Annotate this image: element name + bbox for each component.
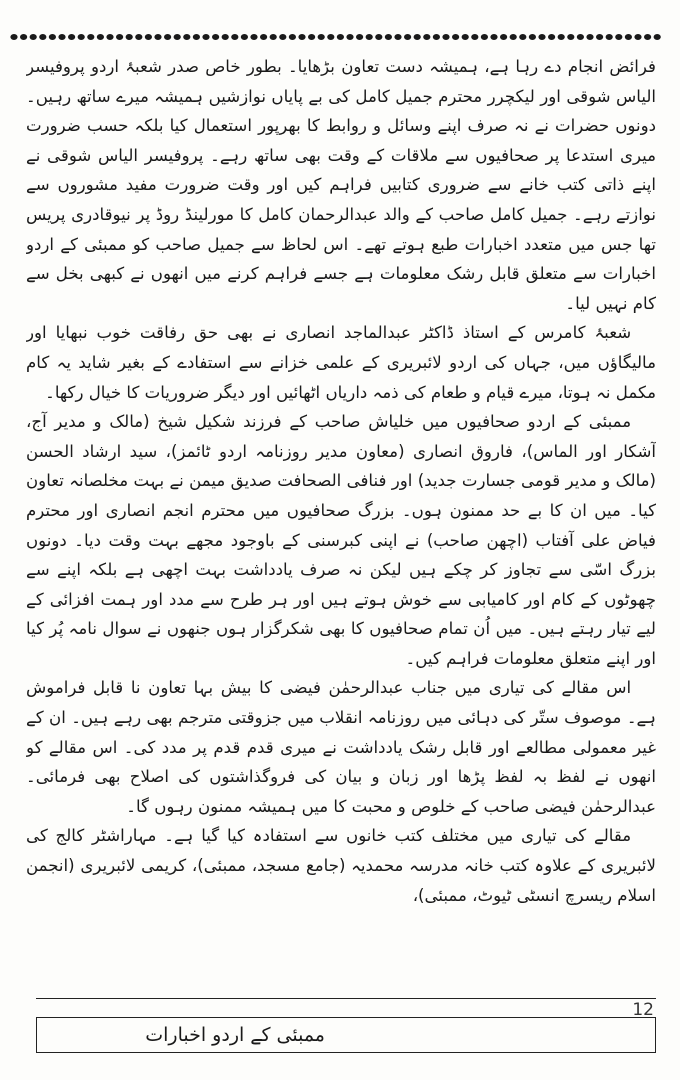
- border-dot: [337, 34, 344, 40]
- paragraph: شعبۂ کامرس کے استاذ ڈاکٹر عبدالماجد انصاری نے بھی حق رفاقت خوب نبھایا اور مالیگاؤں میں، جہاں کی اردو لائبریری کے علمی خزانے سے استفادے کے بغیر شاید یہ کام مکمل نہ ہوتا، میرے قیام و طعام کی ذمہ داریاں اٹھائیں اور دیگر ضروریات کا خیال رکھا۔: [26, 323, 656, 402]
- border-dot: [174, 34, 181, 40]
- border-dot: [39, 34, 46, 40]
- border-dot: [462, 34, 469, 40]
- border-dot: [510, 34, 517, 40]
- footer-rule: [36, 998, 656, 999]
- border-dot: [423, 34, 430, 40]
- border-dot: [577, 34, 584, 40]
- border-dot: [87, 34, 94, 40]
- border-dot: [154, 34, 161, 40]
- border-dot: [10, 34, 17, 40]
- border-dot: [193, 34, 200, 40]
- border-dot: [366, 34, 373, 40]
- border-dot: [596, 34, 603, 40]
- border-dot: [145, 34, 152, 40]
- border-dot: [318, 34, 325, 40]
- border-dot: [327, 34, 334, 40]
- border-dot: [279, 34, 286, 40]
- border-dot: [183, 34, 190, 40]
- border-dot: [500, 34, 507, 40]
- border-dot: [615, 34, 622, 40]
- border-dot: [30, 34, 37, 40]
- border-dot: [606, 34, 613, 40]
- border-dot: [68, 34, 75, 40]
- page-body: [26, 52, 656, 992]
- border-dot: [231, 34, 238, 40]
- border-dot: [394, 34, 401, 40]
- border-dot: [260, 34, 267, 40]
- border-dot: [433, 34, 440, 40]
- border-dot: [452, 34, 459, 40]
- border-dot: [289, 34, 296, 40]
- border-dot: [308, 34, 315, 40]
- border-dot: [241, 34, 248, 40]
- border-dot: [654, 34, 661, 40]
- border-dot: [222, 34, 229, 40]
- border-dot: [404, 34, 411, 40]
- border-dot: [567, 34, 574, 40]
- border-dot: [298, 34, 305, 40]
- border-dot: [106, 34, 113, 40]
- border-dot: [135, 34, 142, 40]
- border-dot: [116, 34, 123, 40]
- border-dot: [471, 34, 478, 40]
- border-dot: [519, 34, 526, 40]
- border-dot: [634, 34, 641, 40]
- border-dot: [202, 34, 209, 40]
- border-dot: [346, 34, 353, 40]
- border-dot: [126, 34, 133, 40]
- page-number: 12: [632, 1000, 654, 1020]
- border-dot: [548, 34, 555, 40]
- border-dot: [20, 34, 27, 40]
- decorative-dot-border: [10, 30, 670, 44]
- border-dot: [212, 34, 219, 40]
- paragraph: اس مقالے کی تیاری میں جناب عبدالرحمٰن فیضی کا بیش بہا تعاون نا قابل فراموش ہے۔ موصوف ستّر کی دہائی میں روزنامہ انقلاب میں جزوقتی مترجم بھی رہے ہیں۔ ان کے غیر معمولی مطالعے اور قابل رشک یادداشت نے میری قدم قدم پر مدد کی۔ اس مقالے کو انھوں نے لفظ بہ لفظ پڑھا اور زبان و بیان کی فروگذاشتوں کی اصلاح بھی فرمائی۔ عبدالرحمٰن فیضی صاحب کے خلوص و محبت کا میں ہمیشہ ممنون رہوں گا۔: [26, 678, 656, 816]
- paragraph: مقالے کی تیاری میں مختلف کتب خانوں سے استفادہ کیا گیا ہے۔ مہاراشٹر کالج کی لائبریری کے علاوہ کتب خانہ مدرسہ محمدیہ (جامع مسجد، ممبئی)، کریمی لائبریری (انجمن اسلام ریسرچ انسٹی ٹیوٹ، ممبئی)،: [26, 826, 656, 905]
- border-dot: [375, 34, 382, 40]
- running-title: ممبئی کے اردو اخبارات: [36, 1017, 656, 1053]
- border-dot: [250, 34, 257, 40]
- paragraph: ممبئی کے اردو صحافیوں میں خلیاش صاحب کے فرزند شکیل شیخ (مالک و مدیر آج، آشکار اور الماس)، فاروق انصاری (معاون مدیر روزنامہ اردو ٹائمز)، سید ارشاد الحسن (مالک و مدیر قومی جسارت جدید) اور فنافی الصحافت صدیق میمن نے بہت مخلصانہ تعاون کیا۔ میں ان کا بے حد ممنون ہوں۔ بزرگ صحافیوں میں محترم انجم انصاری اور محترم فیاض علی آفتاب (اچھن صاحب) نے اپنی کبرسنی کے باوجود مجھے بہت وقت دیا۔ دونوں بزرگ اسّی سے تجاوز کر چکے ہیں لیکن نہ صرف یادداشت بہت اچھی ہے بلکہ اپنے سے چھوٹوں کے کام اور کامیابی سے خوش ہوتے ہیں اور ہر طرح سے مدد اور ہمت افزائی کے لیے تیار رہتے ہیں۔ میں اُن تمام صحافیوں کا بھی شکرگزار ہوں جنھوں نے سوال نامہ پُر کیا اور اپنے متعلق معلومات فراہم کیں۔: [26, 412, 656, 668]
- border-dot: [49, 34, 56, 40]
- border-dot: [538, 34, 545, 40]
- border-dot: [625, 34, 632, 40]
- border-dot: [481, 34, 488, 40]
- border-dot: [356, 34, 363, 40]
- border-dot: [558, 34, 565, 40]
- border-dot: [490, 34, 497, 40]
- border-dot: [385, 34, 392, 40]
- paragraph: فرائض انجام دے رہا ہے، ہمیشہ دست تعاون بڑھایا۔ بطور خاص صدر شعبۂ اردو پروفیسر الیاس شوقی اور لیکچرر محترم جمیل کامل کی بے پایاں نوازشیں ہمیشہ میرے ساتھ رہیں۔ دونوں حضرات نے نہ صرف اپنے وسائل و روابط کا بھرپور استعمال کیا بلکہ حسب ضرورت میری استدعا پر صحافیوں سے ملاقات کے وقت بھی ساتھ رہے۔ پروفیسر الیاس شوقی نے اپنے ذاتی کتب خانے سے ضروری کتابیں فراہم کیں اور وقت ضرورت مفید مشوروں سے نوازتے رہے۔ جمیل کامل صاحب کے والد عبدالرحمان کامل کا مورلینڈ روڈ پر نیوقادری پریس تھا جس میں متعدد اخبارات طبع ہوتے تھے۔ اس لحاظ سے جمیل صاحب کو ممبئی کے اردو اخبارات سے متعلق قابل رشک معلومات ہے جسے فراہم کرنے میں انھوں نے کبھی بخل سے کام نہیں لیا۔: [26, 57, 656, 313]
- border-dot: [644, 34, 651, 40]
- border-dot: [529, 34, 536, 40]
- border-dot: [58, 34, 65, 40]
- border-dot: [414, 34, 421, 40]
- border-dot: [97, 34, 104, 40]
- border-dot: [78, 34, 85, 40]
- border-dot: [270, 34, 277, 40]
- border-dot: [586, 34, 593, 40]
- border-dot: [442, 34, 449, 40]
- border-dot: [164, 34, 171, 40]
